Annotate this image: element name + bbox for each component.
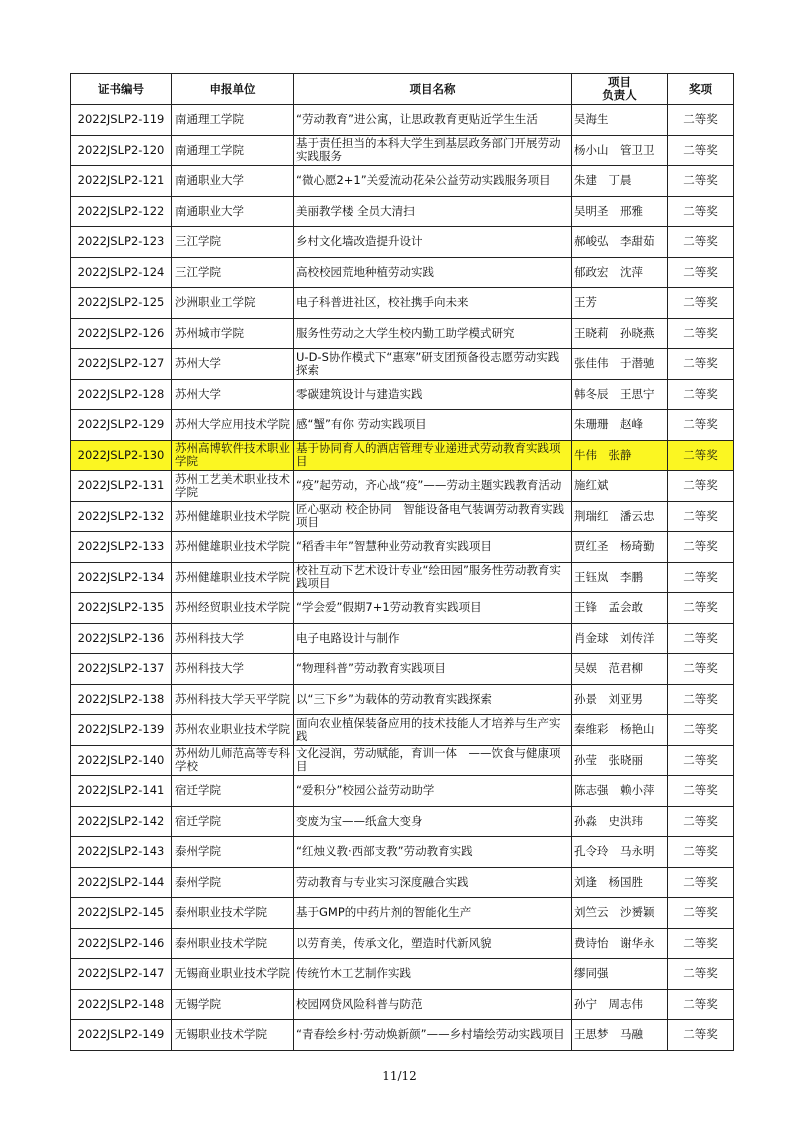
cell-leader: 王钰岚 李鹏 <box>572 562 668 593</box>
cell-project: 面向农业植保装备应用的技术技能人才培养与生产实践 <box>294 715 572 746</box>
cell-project: 感“蟹”有你 劳动实践项目 <box>294 410 572 441</box>
cell-award: 二等奖 <box>668 532 734 563</box>
cell-project: 以劳育美，传承文化，塑造时代新风貌 <box>294 928 572 959</box>
cell-cert-no: 2022JSLP2-132 <box>71 501 172 532</box>
cell-cert-no: 2022JSLP2-142 <box>71 806 172 837</box>
cell-unit: 泰州职业技术学院 <box>172 898 294 929</box>
table-row <box>71 1020 734 1051</box>
cell-project: 匠心驱动 校企协同 智能设备电气装调劳动教育实践项目 <box>294 501 572 532</box>
cell-award: 二等奖 <box>668 684 734 715</box>
cell-leader: 韩冬辰 王思宁 <box>572 379 668 410</box>
cell-cert-no: 2022JSLP2-121 <box>71 166 172 197</box>
cell-project: 基于GMP的中药片剂的智能化生产 <box>294 898 572 929</box>
cell-unit: 无锡学院 <box>172 989 294 1020</box>
cell-leader: 孙宁 周志伟 <box>572 989 668 1020</box>
cell-award: 二等奖 <box>668 349 734 380</box>
cell-leader: 陈志强 赖小萍 <box>572 776 668 807</box>
cell-award: 二等奖 <box>668 715 734 746</box>
cell-award: 二等奖 <box>668 166 734 197</box>
cell-leader: 秦维彩 杨艳山 <box>572 715 668 746</box>
cell-leader: 郁政宏 沈萍 <box>572 257 668 288</box>
cell-project: “微心愿2+1”关爱流动花朵公益劳动实践服务项目 <box>294 166 572 197</box>
cell-award: 二等奖 <box>668 867 734 898</box>
cell-unit: 苏州大学应用技术学院 <box>172 410 294 441</box>
cell-project: “稻香丰年”智慧种业劳动教育实践项目 <box>294 532 572 563</box>
table-row <box>71 166 734 197</box>
cell-award: 二等奖 <box>668 593 734 624</box>
table-row <box>71 715 734 746</box>
cell-cert-no: 2022JSLP2-125 <box>71 288 172 319</box>
table-row <box>71 806 734 837</box>
cell-cert-no: 2022JSLP2-139 <box>71 715 172 746</box>
cell-leader: 吴明圣 邢雅 <box>572 196 668 227</box>
table-row <box>71 928 734 959</box>
cell-project: “物理科普”劳动教育实践项目 <box>294 654 572 685</box>
cell-project: U-D-S协作模式下“惠寒”研支团预备役志愿劳动实践探索 <box>294 349 572 380</box>
header-leader <box>572 74 668 105</box>
cell-award: 二等奖 <box>668 227 734 258</box>
table-row <box>71 471 734 502</box>
cell-unit: 宿迁学院 <box>172 806 294 837</box>
cell-unit: 苏州科技大学 <box>172 654 294 685</box>
cell-leader: 朱珊珊 赵峰 <box>572 410 668 441</box>
table-row <box>71 593 734 624</box>
cell-leader: 刘逢 杨国胜 <box>572 867 668 898</box>
cell-project: 校园网贷风险科普与防范 <box>294 989 572 1020</box>
cell-project: 变废为宝——纸盒大变身 <box>294 806 572 837</box>
cell-project: 以“三下乡”为载体的劳动教育实践探索 <box>294 684 572 715</box>
cell-leader: 费诗怡 谢华永 <box>572 928 668 959</box>
cell-leader: 缪同强 <box>572 959 668 990</box>
cell-unit: 南通职业大学 <box>172 196 294 227</box>
table-row <box>71 654 734 685</box>
table-row <box>71 867 734 898</box>
cell-leader: 孙莹 张晓丽 <box>572 745 668 776</box>
cell-award: 二等奖 <box>668 288 734 319</box>
table-row <box>71 349 734 380</box>
cell-project: 美丽教学楼 全员大清扫 <box>294 196 572 227</box>
cell-project: “青春绘乡村·劳动焕新颜”——乡村墙绘劳动实践项目 <box>294 1020 572 1051</box>
table-row <box>71 135 734 166</box>
cell-unit: 苏州经贸职业技术学院 <box>172 593 294 624</box>
cell-award: 二等奖 <box>668 745 734 776</box>
table-row <box>71 379 734 410</box>
cell-leader: 王芳 <box>572 288 668 319</box>
cell-cert-no: 2022JSLP2-144 <box>71 867 172 898</box>
cell-cert-no: 2022JSLP2-138 <box>71 684 172 715</box>
cell-project: 零碳建筑设计与建造实践 <box>294 379 572 410</box>
cell-cert-no: 2022JSLP2-129 <box>71 410 172 441</box>
cell-unit: 沙洲职业工学院 <box>172 288 294 319</box>
cell-award: 二等奖 <box>668 318 734 349</box>
cell-project: 电子科普进社区，校社携手向未来 <box>294 288 572 319</box>
cell-award: 二等奖 <box>668 837 734 868</box>
cell-leader: 孔令玲 马永明 <box>572 837 668 868</box>
cell-award: 二等奖 <box>668 776 734 807</box>
cell-cert-no: 2022JSLP2-148 <box>71 989 172 1020</box>
cell-cert-no: 2022JSLP2-137 <box>71 654 172 685</box>
cell-unit: 宿迁学院 <box>172 776 294 807</box>
cell-unit: 苏州工艺美术职业技术学院 <box>172 471 294 502</box>
cell-award: 二等奖 <box>668 501 734 532</box>
cell-unit: 泰州职业技术学院 <box>172 928 294 959</box>
cell-cert-no: 2022JSLP2-131 <box>71 471 172 502</box>
cell-project: “红烛义教·西部支教”劳动教育实践 <box>294 837 572 868</box>
cell-cert-no: 2022JSLP2-133 <box>71 532 172 563</box>
cell-award: 二等奖 <box>668 806 734 837</box>
cell-leader: 吴娱 范君柳 <box>572 654 668 685</box>
table-row <box>71 562 734 593</box>
page-number: 11/12 <box>382 1069 417 1083</box>
cell-cert-no: 2022JSLP2-130 <box>71 440 172 471</box>
cell-award: 二等奖 <box>668 623 734 654</box>
cell-award: 二等奖 <box>668 105 734 136</box>
cell-project: “学会爱”假期7+1劳动教育实践项目 <box>294 593 572 624</box>
cell-unit: 苏州大学 <box>172 379 294 410</box>
cell-cert-no: 2022JSLP2-145 <box>71 898 172 929</box>
cell-unit: 苏州科技大学天平学院 <box>172 684 294 715</box>
table-row <box>71 227 734 258</box>
header-unit: 申报单位 <box>172 74 294 105</box>
cell-award: 二等奖 <box>668 257 734 288</box>
table-row <box>71 776 734 807</box>
cell-unit: 泰州学院 <box>172 837 294 868</box>
cell-project: “劳动教育”进公寓，让思政教育更贴近学生生活 <box>294 105 572 136</box>
cell-unit: 苏州健雄职业技术学院 <box>172 562 294 593</box>
table-row <box>71 684 734 715</box>
cell-award: 二等奖 <box>668 135 734 166</box>
cell-leader: 郝峻弘 李甜茹 <box>572 227 668 258</box>
cell-project: 传统竹木工艺制作实践 <box>294 959 572 990</box>
cell-cert-no: 2022JSLP2-136 <box>71 623 172 654</box>
cell-cert-no: 2022JSLP2-122 <box>71 196 172 227</box>
table-row <box>71 959 734 990</box>
cell-leader: 贾红圣 杨琦勤 <box>572 532 668 563</box>
awards-table <box>70 73 734 1051</box>
cell-leader: 王晓莉 孙晓燕 <box>572 318 668 349</box>
cell-leader: 张佳伟 于潜驰 <box>572 349 668 380</box>
cell-unit: 苏州高博软件技术职业学院 <box>172 440 294 471</box>
cell-project: 校社互动下艺术设计专业“绘田园”服务性劳动教育实践项目 <box>294 562 572 593</box>
cell-award: 二等奖 <box>668 898 734 929</box>
table-row <box>71 989 734 1020</box>
cell-project: 基于协同育人的酒店管理专业递进式劳动教育实践项目 <box>294 440 572 471</box>
header-row <box>71 74 734 105</box>
cell-project: 基于责任担当的本科大学生到基层政务部门开展劳动实践服务 <box>294 135 572 166</box>
cell-unit: 苏州城市学院 <box>172 318 294 349</box>
cell-unit: 苏州幼儿师范高等专科学校 <box>172 745 294 776</box>
cell-cert-no: 2022JSLP2-143 <box>71 837 172 868</box>
cell-award: 二等奖 <box>668 654 734 685</box>
cell-leader: 牛伟 张静 <box>572 440 668 471</box>
table-row <box>71 837 734 868</box>
cell-unit: 无锡商业职业技术学院 <box>172 959 294 990</box>
cell-award: 二等奖 <box>668 989 734 1020</box>
table-row <box>71 257 734 288</box>
cell-leader: 王思梦 马融 <box>572 1020 668 1051</box>
cell-leader: 刘竺云 沙赟颖 <box>572 898 668 929</box>
cell-award: 二等奖 <box>668 1020 734 1051</box>
cell-cert-no: 2022JSLP2-147 <box>71 959 172 990</box>
cell-project: 文化浸润，劳动赋能，育训一体 ——饮食与健康项目 <box>294 745 572 776</box>
cell-leader: 吴海生 <box>572 105 668 136</box>
header-cert-no: 证书编号 <box>71 74 172 105</box>
cell-unit: 苏州健雄职业技术学院 <box>172 532 294 563</box>
cell-cert-no: 2022JSLP2-140 <box>71 745 172 776</box>
header-project: 项目名称 <box>294 74 572 105</box>
cell-unit: 苏州科技大学 <box>172 623 294 654</box>
cell-award: 二等奖 <box>668 959 734 990</box>
cell-unit: 南通职业大学 <box>172 166 294 197</box>
table-row <box>71 105 734 136</box>
cell-award: 二等奖 <box>668 562 734 593</box>
cell-leader: 孙景 刘亚男 <box>572 684 668 715</box>
table-row <box>71 288 734 319</box>
table-body <box>71 105 734 1051</box>
cell-cert-no: 2022JSLP2-146 <box>71 928 172 959</box>
table-row <box>71 196 734 227</box>
cell-cert-no: 2022JSLP2-135 <box>71 593 172 624</box>
cell-leader: 肖金球 刘传洋 <box>572 623 668 654</box>
cell-leader: 孙淼 史洪玮 <box>572 806 668 837</box>
table-row <box>71 440 734 471</box>
cell-cert-no: 2022JSLP2-141 <box>71 776 172 807</box>
table-row <box>71 532 734 563</box>
cell-leader: 王锋 孟会敢 <box>572 593 668 624</box>
cell-cert-no: 2022JSLP2-127 <box>71 349 172 380</box>
cell-leader: 朱建 丁晨 <box>572 166 668 197</box>
cell-unit: 无锡职业技术学院 <box>172 1020 294 1051</box>
cell-leader: 杨小山 管卫卫 <box>572 135 668 166</box>
cell-cert-no: 2022JSLP2-149 <box>71 1020 172 1051</box>
cell-cert-no: 2022JSLP2-134 <box>71 562 172 593</box>
cell-unit: 三江学院 <box>172 227 294 258</box>
cell-project: 劳动教育与专业实习深度融合实践 <box>294 867 572 898</box>
cell-project: “爱积分”校园公益劳动助学 <box>294 776 572 807</box>
cell-award: 二等奖 <box>668 410 734 441</box>
table-row <box>71 318 734 349</box>
cell-cert-no: 2022JSLP2-124 <box>71 257 172 288</box>
table-row <box>71 898 734 929</box>
cell-award: 二等奖 <box>668 471 734 502</box>
cell-unit: 苏州健雄职业技术学院 <box>172 501 294 532</box>
cell-unit: 三江学院 <box>172 257 294 288</box>
cell-project: 乡村文化墙改造提升设计 <box>294 227 572 258</box>
table-row <box>71 623 734 654</box>
cell-leader: 施红斌 <box>572 471 668 502</box>
cell-award: 二等奖 <box>668 196 734 227</box>
header-leader-line1: 项目 <box>608 75 631 89</box>
cell-cert-no: 2022JSLP2-126 <box>71 318 172 349</box>
cell-award: 二等奖 <box>668 928 734 959</box>
header-award: 奖项 <box>668 74 734 105</box>
table-row <box>71 745 734 776</box>
cell-unit: 南通理工学院 <box>172 105 294 136</box>
cell-leader: 荆瑞红 潘云忠 <box>572 501 668 532</box>
table-row <box>71 501 734 532</box>
cell-cert-no: 2022JSLP2-119 <box>71 105 172 136</box>
cell-project: 服务性劳动之大学生校内勤工助学模式研究 <box>294 318 572 349</box>
cell-unit: 泰州学院 <box>172 867 294 898</box>
cell-unit: 苏州大学 <box>172 349 294 380</box>
cell-project: 高校校园荒地种植劳动实践 <box>294 257 572 288</box>
cell-cert-no: 2022JSLP2-120 <box>71 135 172 166</box>
cell-unit: 南通理工学院 <box>172 135 294 166</box>
table-row <box>71 410 734 441</box>
cell-cert-no: 2022JSLP2-123 <box>71 227 172 258</box>
cell-cert-no: 2022JSLP2-128 <box>71 379 172 410</box>
table-header <box>71 74 734 105</box>
header-leader-line2: 负责人 <box>602 88 637 102</box>
cell-unit: 苏州农业职业技术学院 <box>172 715 294 746</box>
cell-award: 二等奖 <box>668 379 734 410</box>
cell-project: “疫”起劳动，齐心战“疫”——劳动主题实践教育活动 <box>294 471 572 502</box>
cell-project: 电子电路设计与制作 <box>294 623 572 654</box>
cell-award: 二等奖 <box>668 440 734 471</box>
